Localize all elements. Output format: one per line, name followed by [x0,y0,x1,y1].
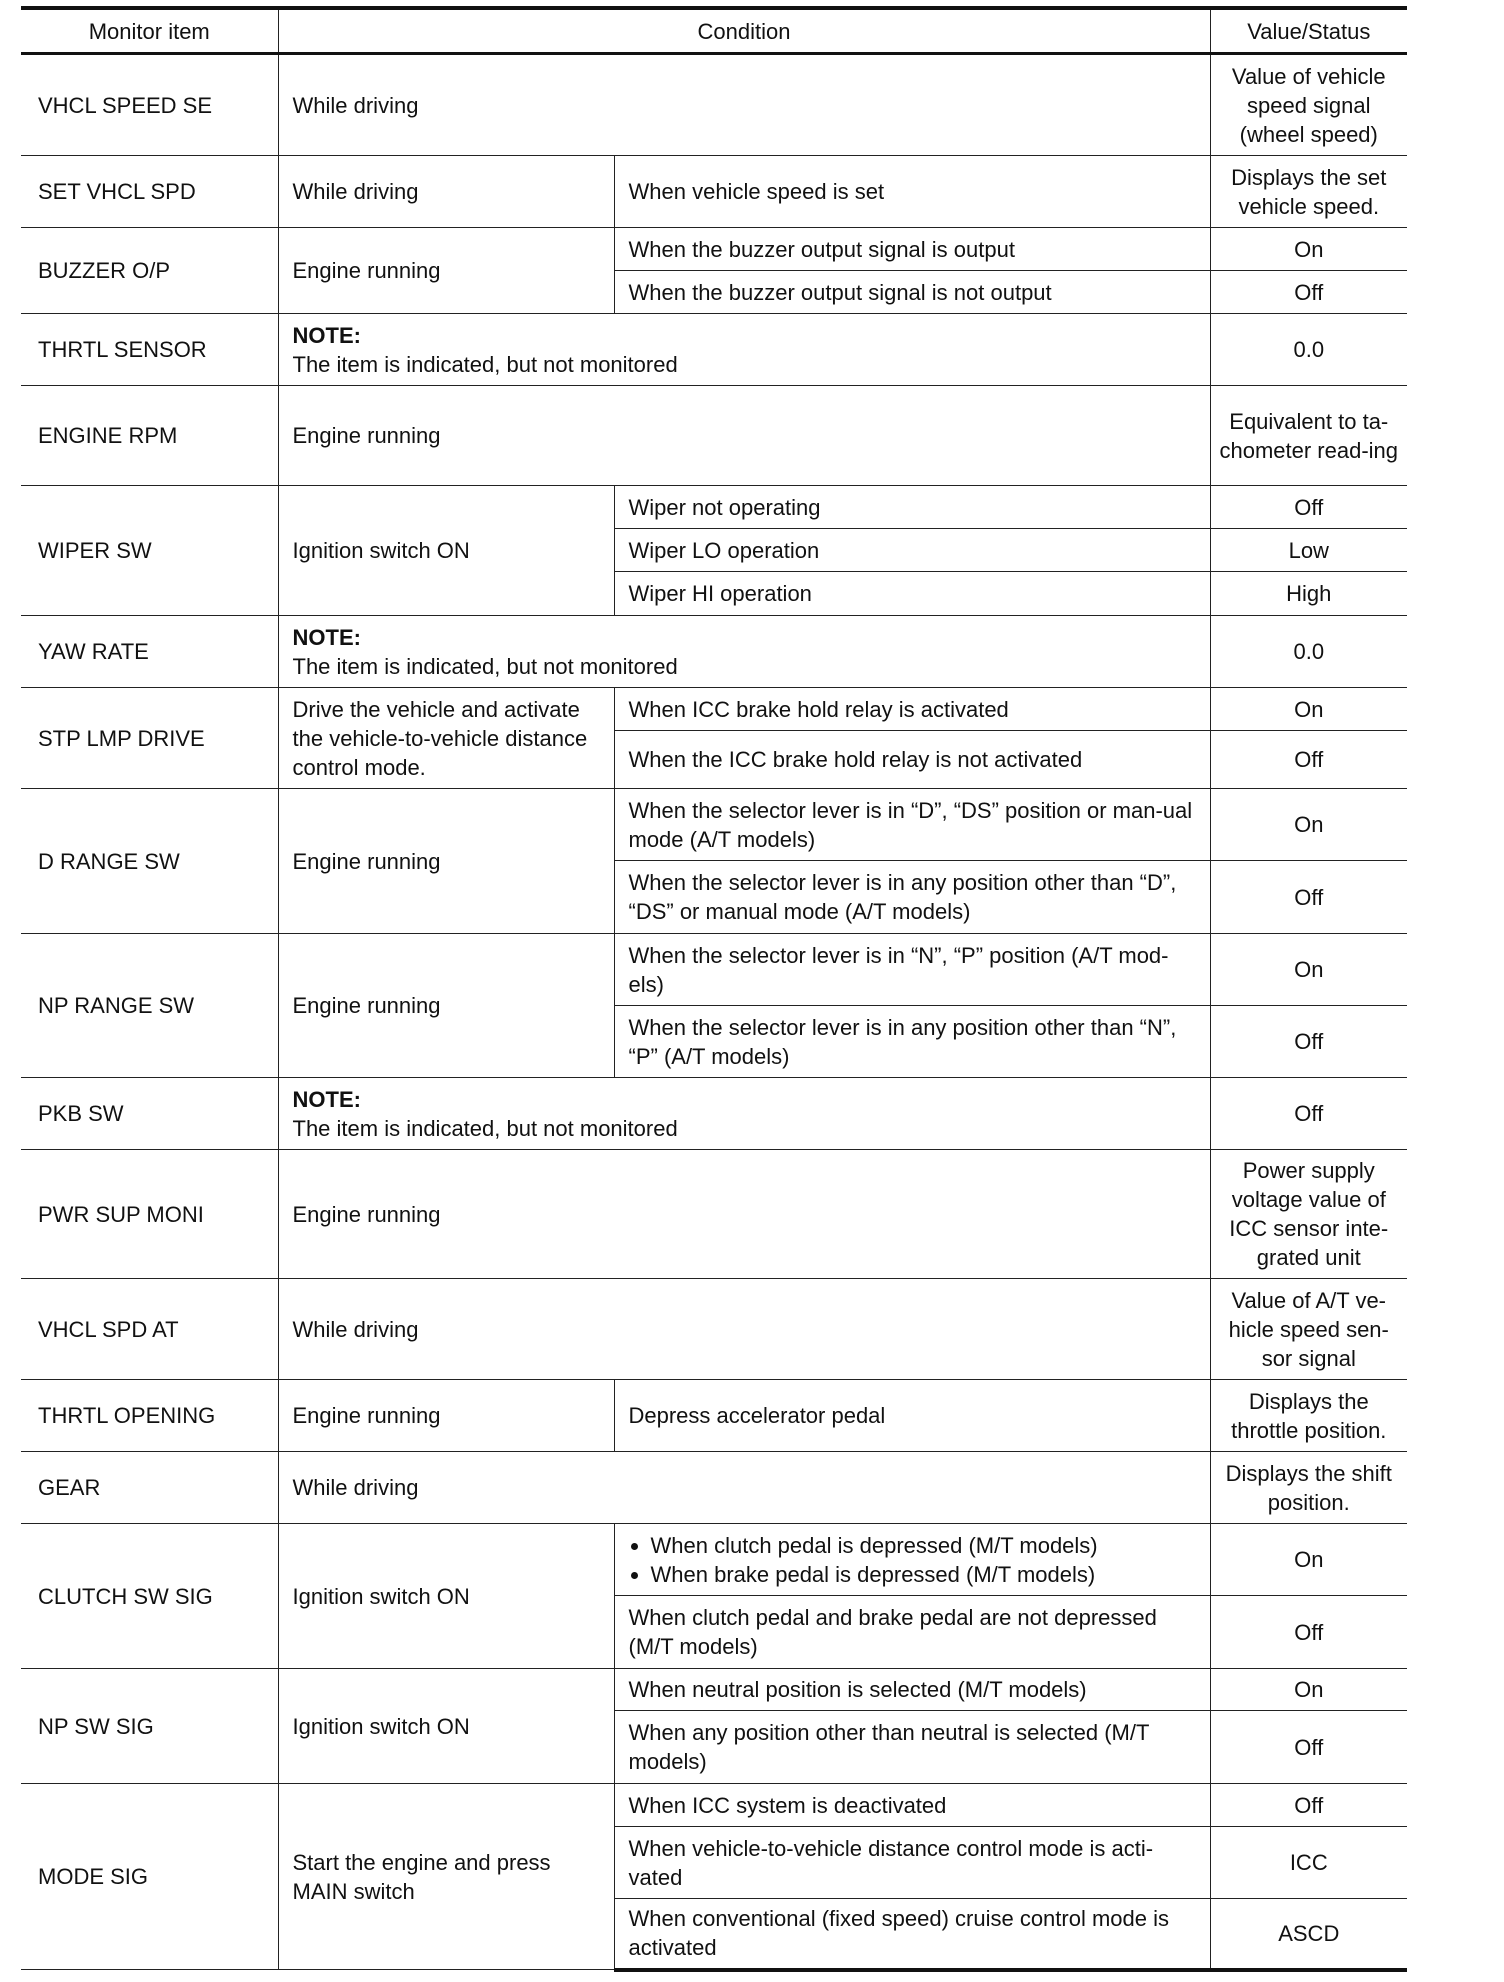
table-row [21,789,1407,861]
value-status: Displays the set vehicle speed. [1210,156,1407,228]
condition: Engine running [278,1380,614,1452]
table-row [21,314,1407,386]
sub-condition: When neutral position is selected (M/T models) [614,1669,1210,1711]
note-label: NOTE: [292,624,361,650]
monitor-item: D RANGE SW [21,789,278,934]
value-status: Power supply voltage value of ICC sensor inte-grated unit [1210,1150,1407,1279]
condition: Ignition switch ON [278,486,614,616]
sub-condition: Wiper not operating [614,486,1210,529]
note-text: The item is indicated, but not monitored [292,1115,678,1141]
monitor-item: NP RANGE SW [21,934,278,1078]
condition: While driving [278,1279,1210,1380]
value-status: Off [1210,486,1407,529]
value-status: On [1210,934,1407,1006]
value-status: High [1210,572,1407,616]
condition: Drive the vehicle and activate the vehicle-to-vehicle distance control mode. [278,688,614,789]
note-text: The item is indicated, but not monitored [292,653,678,679]
condition: Ignition switch ON [278,1524,614,1669]
value-status: Off [1210,1784,1407,1827]
monitor-item: SET VHCL SPD [21,156,278,228]
value-status: Equivalent to ta-chometer read-ing [1210,386,1407,486]
monitor-item: PWR SUP MONI [21,1150,278,1279]
value-status: Low [1210,529,1407,572]
sub-condition: When ICC system is deactivated [614,1784,1210,1827]
value-status: On [1210,1524,1407,1596]
monitor-item: ENGINE RPM [21,386,278,486]
condition: While driving [278,156,614,228]
monitor-item: WIPER SW [21,486,278,616]
sub-condition: When conventional (fixed speed) cruise control mode is activated [614,1899,1210,1970]
table-row [21,616,1407,688]
sub-condition: When the selector lever is in “D”, “DS” position or man-ual mode (A/T models) [614,789,1210,861]
sub-condition: Wiper HI operation [614,572,1210,616]
value-status: ICC [1210,1827,1407,1899]
value-status: Value of A/T ve-hicle speed sen-sor signal [1210,1279,1407,1380]
table-row [21,688,1407,731]
sub-condition: When clutch pedal and brake pedal are not depressed (M/T models) [614,1596,1210,1669]
sub-condition: When the buzzer output signal is output [614,228,1210,271]
note-label: NOTE: [292,322,361,348]
sub-condition: When any position other than neutral is selected (M/T models) [614,1711,1210,1784]
table-row [21,156,1407,228]
condition: While driving [278,54,1210,156]
table-row [21,1380,1407,1452]
note-label: NOTE: [292,1086,361,1112]
sub-condition: When ICC brake hold relay is activated [614,688,1210,731]
sub-condition: When vehicle speed is set [614,156,1210,228]
monitor-item: BUZZER O/P [21,228,278,314]
sub-condition [614,1524,1210,1596]
monitor-item: NP SW SIG [21,1669,278,1784]
header-row [21,8,1407,54]
monitor-item: CLUTCH SW SIG [21,1524,278,1669]
monitor-item: PKB SW [21,1078,278,1150]
bullet-item: • When clutch pedal is depressed (M/T models) [651,1531,1196,1560]
condition: Engine running [278,228,614,314]
bullet-item: • When brake pedal is depressed (M/T models) [651,1560,1196,1589]
monitor-item: THRTL SENSOR [21,314,278,386]
table-row [21,1669,1407,1711]
condition: Engine running [278,1150,1210,1279]
sub-condition: When the selector lever is in “N”, “P” position (A/T mod-els) [614,934,1210,1006]
sub-condition: When the ICC brake hold relay is not activated [614,731,1210,789]
monitor-item: VHCL SPD AT [21,1279,278,1380]
value-status: Off [1210,731,1407,789]
condition: Engine running [278,789,614,934]
table-row [21,1279,1407,1380]
table-row [21,1452,1407,1524]
sub-condition: Wiper LO operation [614,529,1210,572]
table-row [21,1078,1407,1150]
header-value-status: Value/Status [1210,8,1407,54]
sub-condition: When the selector lever is in any position other than “N”, “P” (A/T models) [614,1006,1210,1078]
value-status: On [1210,228,1407,271]
condition: While driving [278,1452,1210,1524]
table-row [21,1150,1407,1279]
value-status: Displays the throttle position. [1210,1380,1407,1452]
condition: Ignition switch ON [278,1669,614,1784]
value-status: Off [1210,861,1407,934]
condition: Engine running [278,386,1210,486]
condition: Engine running [278,934,614,1078]
sub-condition: When the buzzer output signal is not output [614,271,1210,314]
note-cell [278,1078,1210,1150]
table-row [21,54,1407,156]
sub-condition: When the selector lever is in any position other than “D”, “DS” or manual mode (A/T models) [614,861,1210,934]
condition: Start the engine and press MAIN switch [278,1784,614,1970]
table-row [21,486,1407,529]
table-row [21,228,1407,271]
value-status: 0.0 [1210,616,1407,688]
value-status: On [1210,789,1407,861]
bullet-list [629,1531,1196,1589]
value-status: Off [1210,271,1407,314]
header-monitor-item: Monitor item [21,8,278,54]
header-condition: Condition [278,8,1210,54]
value-status: Off [1210,1006,1407,1078]
table-row [21,386,1407,486]
table-row [21,1524,1407,1596]
monitor-item: VHCL SPEED SE [21,54,278,156]
value-status: On [1210,1669,1407,1711]
value-status: Value of vehicle speed signal (wheel speed) [1210,54,1407,156]
value-status: Displays the shift position. [1210,1452,1407,1524]
monitor-item: STP LMP DRIVE [21,688,278,789]
monitor-item: MODE SIG [21,1784,278,1970]
note-cell [278,314,1210,386]
note-text: The item is indicated, but not monitored [292,351,678,377]
monitor-item: THRTL OPENING [21,1380,278,1452]
value-status: Off [1210,1078,1407,1150]
monitor-item: GEAR [21,1452,278,1524]
note-cell [278,616,1210,688]
value-status: Off [1210,1596,1407,1669]
value-status: 0.0 [1210,314,1407,386]
sub-condition: Depress accelerator pedal [614,1380,1210,1452]
monitor-table [21,6,1407,1972]
table-row [21,934,1407,1006]
value-status: Off [1210,1711,1407,1784]
monitor-item: YAW RATE [21,616,278,688]
value-status: On [1210,688,1407,731]
value-status: ASCD [1210,1899,1407,1970]
sub-condition: When vehicle-to-vehicle distance control mode is acti-vated [614,1827,1210,1899]
table-row [21,1784,1407,1827]
